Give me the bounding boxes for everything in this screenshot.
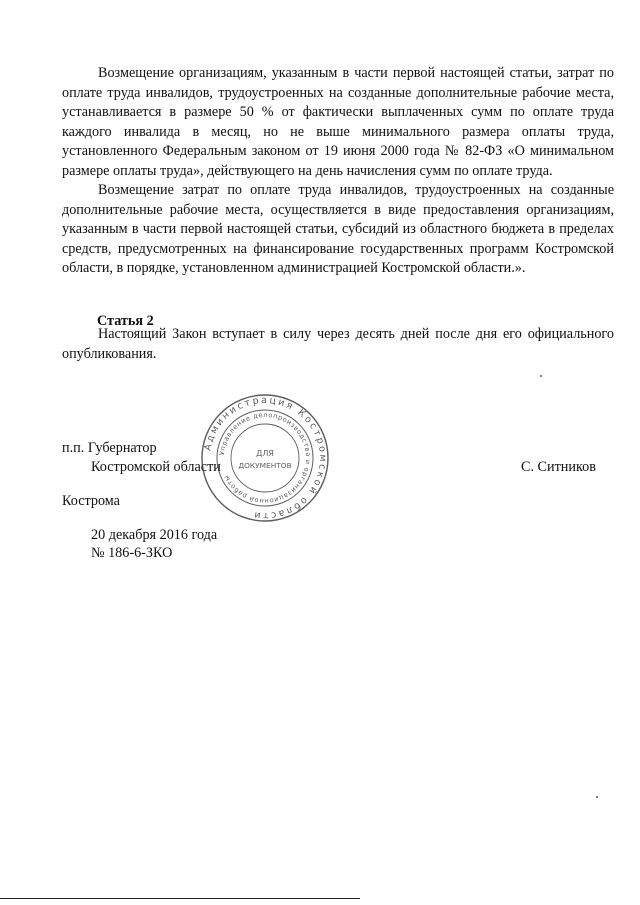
article-text: Настоящий Закон вступает в силу через десять дней после дня его официального опубликования. bbox=[62, 326, 614, 362]
seal-inner-text: Управление делопроизводства и организационной работы bbox=[218, 410, 313, 506]
place-of-signing: Кострома bbox=[62, 493, 120, 509]
signature-role-line1: п.п. Губернатор bbox=[62, 440, 157, 456]
signature-role-line2: Костромской области bbox=[91, 459, 221, 475]
law-number: № 186-6-ЗКО bbox=[91, 545, 173, 561]
signature-name: С. Ситников bbox=[521, 459, 596, 475]
law-date: 20 декабря 2016 года bbox=[91, 527, 218, 543]
footer-rule bbox=[0, 898, 360, 899]
paragraph-compensation-amount: Возмещение организациям, указанным в части первой настоящей статьи, затрат по оплате труда инвалидов, трудоустроенных на созданные дополнительные рабочие места, устанавливается в размере 50 % от фактически выплаченных сумм по оплате труда каждого инвалида в месяц, но не выше минимального размера оплаты труда, установленного Федеральным законом от 19 июня 2000 года № 82-ФЗ «О минимальном размере оплаты труда», действующего на день начисления сумм по оплате труда. bbox=[62, 65, 614, 179]
seal-outer-text: Администрация Костромской области bbox=[202, 394, 329, 522]
seal-center-line1: ДЛЯ bbox=[256, 449, 274, 458]
seal-center-line2: ДОКУМЕНТОВ bbox=[238, 461, 292, 470]
scan-speck bbox=[596, 796, 598, 798]
official-seal bbox=[200, 393, 330, 523]
article-title: Статья 2 bbox=[97, 313, 154, 329]
svg-text:Управление делопроизводства и bbox=[218, 411, 312, 505]
scan-speck bbox=[540, 375, 542, 377]
paragraph-compensation-method: Возмещение затрат по оплате труда инвалидов, трудоустроенных на созданные дополнительные рабочие места, осуществляется в виде предоставления организациям, указанным в части первой настоящей статьи, субсидий из областного бюджета в пределах средств, предусмотренных на финансирование государственных программ Костромской области, в порядке, установленном администрацией Костромской области.». bbox=[62, 182, 614, 276]
body-text bbox=[62, 64, 614, 279]
